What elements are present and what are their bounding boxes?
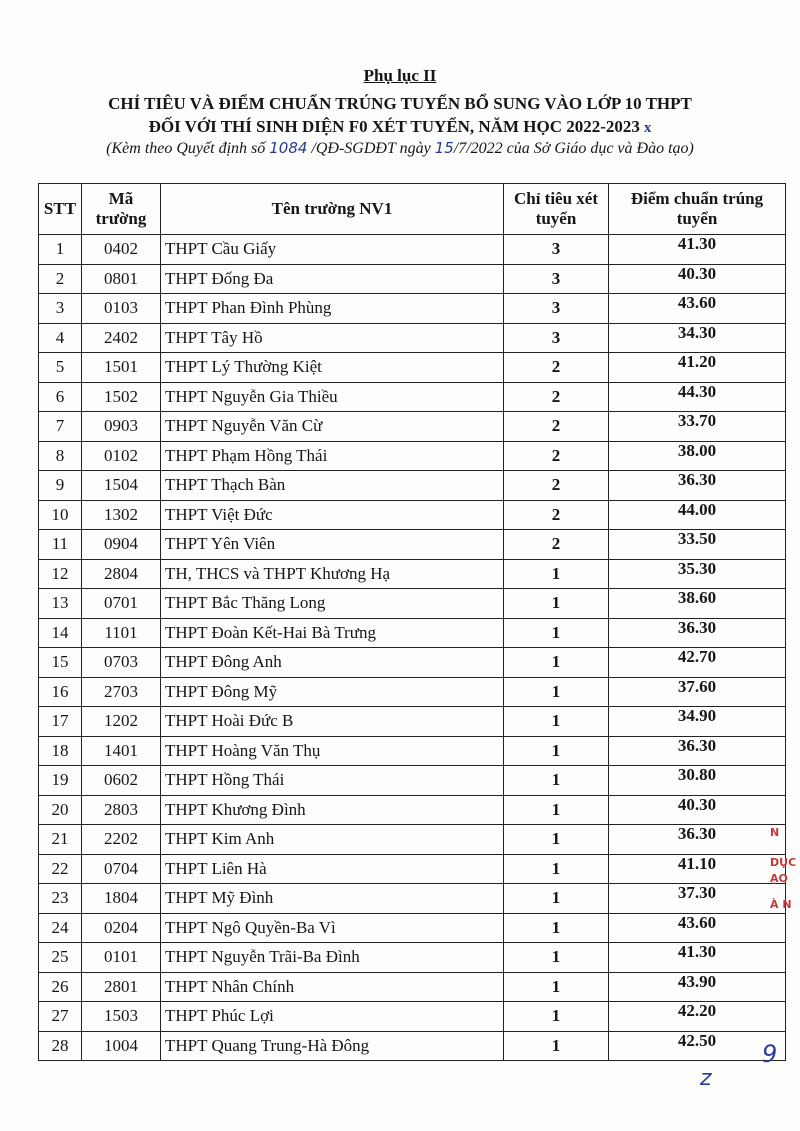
stamp-text: ẠO: [770, 872, 788, 885]
row-school-code: 0103: [82, 294, 161, 324]
row-school-code: 0402: [82, 235, 161, 265]
appendix-title: Phụ lục II: [363, 66, 437, 85]
row-quota: 1: [504, 854, 609, 884]
row-school-name: THPT Bắc Thăng Long: [161, 589, 504, 619]
row-stt: 9: [39, 471, 82, 501]
row-cutoff-score: 37.30: [609, 884, 786, 914]
row-school-code: 2801: [82, 972, 161, 1002]
row-quota: 1: [504, 736, 609, 766]
document-subtitle: [0, 139, 800, 158]
stamp-text: N: [770, 826, 780, 839]
row-school-name: THPT Khương Đình: [161, 795, 504, 825]
row-quota: 1: [504, 884, 609, 914]
decision-day: 15: [434, 139, 454, 157]
row-stt: 3: [39, 294, 82, 324]
document-title-line2-text: ĐỐI VỚI THÍ SINH DIỆN F0 XÉT TUYỂN, NĂM HỌC 2022-2023: [148, 117, 640, 136]
table-header-row: [39, 184, 786, 235]
handwritten-initials: z: [700, 1066, 712, 1091]
row-school-name: THPT Yên Viên: [161, 530, 504, 560]
handwritten-check-mark: x: [643, 120, 652, 136]
header-stt: STT: [39, 184, 82, 235]
row-school-code: 2703: [82, 677, 161, 707]
row-school-name: THPT Đống Đa: [161, 264, 504, 294]
row-stt: 20: [39, 795, 82, 825]
row-stt: 27: [39, 1002, 82, 1032]
stamp-text: DỤC: [770, 856, 797, 869]
row-stt: 25: [39, 943, 82, 973]
table-row: [39, 736, 786, 766]
row-school-code: 1302: [82, 500, 161, 530]
row-cutoff-score: 38.00: [609, 441, 786, 471]
row-school-code: 2402: [82, 323, 161, 353]
row-school-code: 2803: [82, 795, 161, 825]
row-quota: 1: [504, 1002, 609, 1032]
row-cutoff-score: 41.30: [609, 943, 786, 973]
row-stt: 12: [39, 559, 82, 589]
row-stt: 15: [39, 648, 82, 678]
header-school-code: Mã trường: [82, 184, 161, 235]
red-seal-stamp: [770, 825, 800, 935]
row-stt: 8: [39, 441, 82, 471]
row-quota: 1: [504, 825, 609, 855]
table-row: [39, 353, 786, 383]
row-stt: 11: [39, 530, 82, 560]
row-school-code: 0101: [82, 943, 161, 973]
row-school-name: THPT Thạch Bàn: [161, 471, 504, 501]
row-school-name: THPT Đoàn Kết-Hai Bà Trưng: [161, 618, 504, 648]
row-school-name: THPT Nhân Chính: [161, 972, 504, 1002]
row-cutoff-score: 34.30: [609, 323, 786, 353]
row-school-code: 1101: [82, 618, 161, 648]
table-row: [39, 412, 786, 442]
row-stt: 17: [39, 707, 82, 737]
table-row: [39, 559, 786, 589]
decision-number: 1084: [269, 139, 308, 157]
table-row: [39, 235, 786, 265]
table-row: [39, 943, 786, 973]
row-quota: 2: [504, 353, 609, 383]
table-row: [39, 677, 786, 707]
row-stt: 4: [39, 323, 82, 353]
row-quota: 1: [504, 795, 609, 825]
table-row: [39, 854, 786, 884]
row-stt: 26: [39, 972, 82, 1002]
row-cutoff-score: 36.30: [609, 471, 786, 501]
header-cutoff-score: Điểm chuẩn trúng tuyển: [609, 184, 786, 235]
row-school-name: THPT Phạm Hồng Thái: [161, 441, 504, 471]
row-school-code: 1502: [82, 382, 161, 412]
row-quota: 1: [504, 648, 609, 678]
row-quota: 3: [504, 294, 609, 324]
row-quota: 1: [504, 707, 609, 737]
row-cutoff-score: 36.30: [609, 618, 786, 648]
table-row: [39, 913, 786, 943]
row-cutoff-score: 33.50: [609, 530, 786, 560]
row-quota: 1: [504, 589, 609, 619]
row-quota: 2: [504, 441, 609, 471]
row-stt: 16: [39, 677, 82, 707]
row-cutoff-score: 40.30: [609, 264, 786, 294]
row-school-name: THPT Tây Hồ: [161, 323, 504, 353]
row-school-name: THPT Nguyễn Văn Cừ: [161, 412, 504, 442]
row-quota: 3: [504, 235, 609, 265]
row-school-name: THPT Hoài Đức B: [161, 707, 504, 737]
table-row: [39, 264, 786, 294]
row-cutoff-score: 44.00: [609, 500, 786, 530]
row-stt: 23: [39, 884, 82, 914]
header-school-name: Tên trường NV1: [161, 184, 504, 235]
table-row: [39, 884, 786, 914]
row-quota: 3: [504, 323, 609, 353]
header-quota: Chỉ tiêu xét tuyển: [504, 184, 609, 235]
row-stt: 10: [39, 500, 82, 530]
row-cutoff-score: 38.60: [609, 589, 786, 619]
table-row: [39, 294, 786, 324]
row-school-name: THPT Phúc Lợi: [161, 1002, 504, 1032]
table-row: [39, 707, 786, 737]
row-cutoff-score: 35.30: [609, 559, 786, 589]
row-school-code: 2202: [82, 825, 161, 855]
row-cutoff-score: 41.30: [609, 235, 786, 265]
table-row: [39, 323, 786, 353]
row-cutoff-score: 36.30: [609, 825, 786, 855]
handwritten-page-mark: 9: [762, 1040, 778, 1068]
subtitle-prefix: (Kèm theo Quyết định số: [106, 140, 270, 157]
admission-table: [38, 183, 786, 1061]
table-row: [39, 1002, 786, 1032]
document-title-line2: [0, 117, 800, 137]
row-quota: 2: [504, 530, 609, 560]
row-stt: 21: [39, 825, 82, 855]
row-quota: 2: [504, 500, 609, 530]
row-cutoff-score: 36.30: [609, 736, 786, 766]
row-quota: 2: [504, 412, 609, 442]
row-school-name: THPT Nguyễn Trãi-Ba Đình: [161, 943, 504, 973]
table-row: [39, 972, 786, 1002]
row-quota: 1: [504, 618, 609, 648]
table-row: [39, 471, 786, 501]
row-quota: 1: [504, 1031, 609, 1061]
row-school-name: THPT Đông Mỹ: [161, 677, 504, 707]
row-stt: 6: [39, 382, 82, 412]
row-quota: 1: [504, 677, 609, 707]
row-cutoff-score: 42.70: [609, 648, 786, 678]
table-row: [39, 441, 786, 471]
row-school-name: THPT Hoàng Văn Thụ: [161, 736, 504, 766]
row-school-name: THPT Mỹ Đình: [161, 884, 504, 914]
row-school-code: 1004: [82, 1031, 161, 1061]
row-school-name: THPT Kim Anh: [161, 825, 504, 855]
table-row: [39, 500, 786, 530]
row-cutoff-score: 43.60: [609, 294, 786, 324]
row-cutoff-score: 34.90: [609, 707, 786, 737]
row-cutoff-score: 44.30: [609, 382, 786, 412]
row-quota: 1: [504, 943, 609, 973]
row-stt: 7: [39, 412, 82, 442]
row-quota: 3: [504, 264, 609, 294]
row-cutoff-score: 43.90: [609, 972, 786, 1002]
row-school-code: 1401: [82, 736, 161, 766]
row-cutoff-score: 40.30: [609, 795, 786, 825]
row-school-code: 1804: [82, 884, 161, 914]
row-cutoff-score: 33.70: [609, 412, 786, 442]
row-school-code: 2804: [82, 559, 161, 589]
row-stt: 18: [39, 736, 82, 766]
row-school-name: THPT Cầu Giấy: [161, 235, 504, 265]
row-quota: 2: [504, 471, 609, 501]
row-cutoff-score: 41.20: [609, 353, 786, 383]
row-stt: 22: [39, 854, 82, 884]
row-school-code: 1503: [82, 1002, 161, 1032]
table-row: [39, 589, 786, 619]
row-school-code: 0903: [82, 412, 161, 442]
row-cutoff-score: 30.80: [609, 766, 786, 796]
table-row: [39, 618, 786, 648]
table-row: [39, 766, 786, 796]
row-school-name: THPT Nguyễn Gia Thiều: [161, 382, 504, 412]
table-row: [39, 648, 786, 678]
table-row: [39, 825, 786, 855]
row-cutoff-score: 42.20: [609, 1002, 786, 1032]
row-school-code: 0204: [82, 913, 161, 943]
row-cutoff-score: 42.50: [609, 1031, 786, 1061]
table-row: [39, 382, 786, 412]
row-school-code: 0602: [82, 766, 161, 796]
table-row: [39, 1031, 786, 1061]
row-school-code: 0904: [82, 530, 161, 560]
row-stt: 19: [39, 766, 82, 796]
row-stt: 5: [39, 353, 82, 383]
row-school-name: THPT Hồng Thái: [161, 766, 504, 796]
stamp-text: À N: [770, 898, 792, 911]
row-quota: 2: [504, 382, 609, 412]
row-stt: 1: [39, 235, 82, 265]
row-school-name: THPT Phan Đình Phùng: [161, 294, 504, 324]
row-school-code: 0801: [82, 264, 161, 294]
row-quota: 1: [504, 913, 609, 943]
row-stt: 14: [39, 618, 82, 648]
row-cutoff-score: 41.10: [609, 854, 786, 884]
row-school-name: THPT Ngô Quyền-Ba Vì: [161, 913, 504, 943]
subtitle-suffix: /7/2022 của Sở Giáo dục và Đào tạo): [453, 140, 694, 157]
row-stt: 2: [39, 264, 82, 294]
row-school-code: 0701: [82, 589, 161, 619]
row-school-name: TH, THCS và THPT Khương Hạ: [161, 559, 504, 589]
row-school-name: THPT Đông Anh: [161, 648, 504, 678]
row-school-code: 1202: [82, 707, 161, 737]
row-school-name: THPT Việt Đức: [161, 500, 504, 530]
subtitle-mid: /QĐ-SGDĐT ngày: [307, 140, 435, 157]
row-cutoff-score: 43.60: [609, 913, 786, 943]
table-row: [39, 795, 786, 825]
row-school-code: 0703: [82, 648, 161, 678]
row-school-code: 0704: [82, 854, 161, 884]
row-stt: 28: [39, 1031, 82, 1061]
row-school-code: 0102: [82, 441, 161, 471]
row-school-name: THPT Quang Trung-Hà Đông: [161, 1031, 504, 1061]
row-cutoff-score: 37.60: [609, 677, 786, 707]
row-school-name: THPT Liên Hà: [161, 854, 504, 884]
row-school-name: THPT Lý Thường Kiệt: [161, 353, 504, 383]
row-quota: 1: [504, 972, 609, 1002]
row-school-code: 1504: [82, 471, 161, 501]
document-title-line1: CHỈ TIÊU VÀ ĐIỂM CHUẨN TRÚNG TUYỂN BỔ SUNG VÀO LỚP 10 THPT: [108, 94, 692, 113]
row-stt: 13: [39, 589, 82, 619]
row-quota: 1: [504, 766, 609, 796]
row-school-code: 1501: [82, 353, 161, 383]
row-stt: 24: [39, 913, 82, 943]
table-row: [39, 530, 786, 560]
row-quota: 1: [504, 559, 609, 589]
